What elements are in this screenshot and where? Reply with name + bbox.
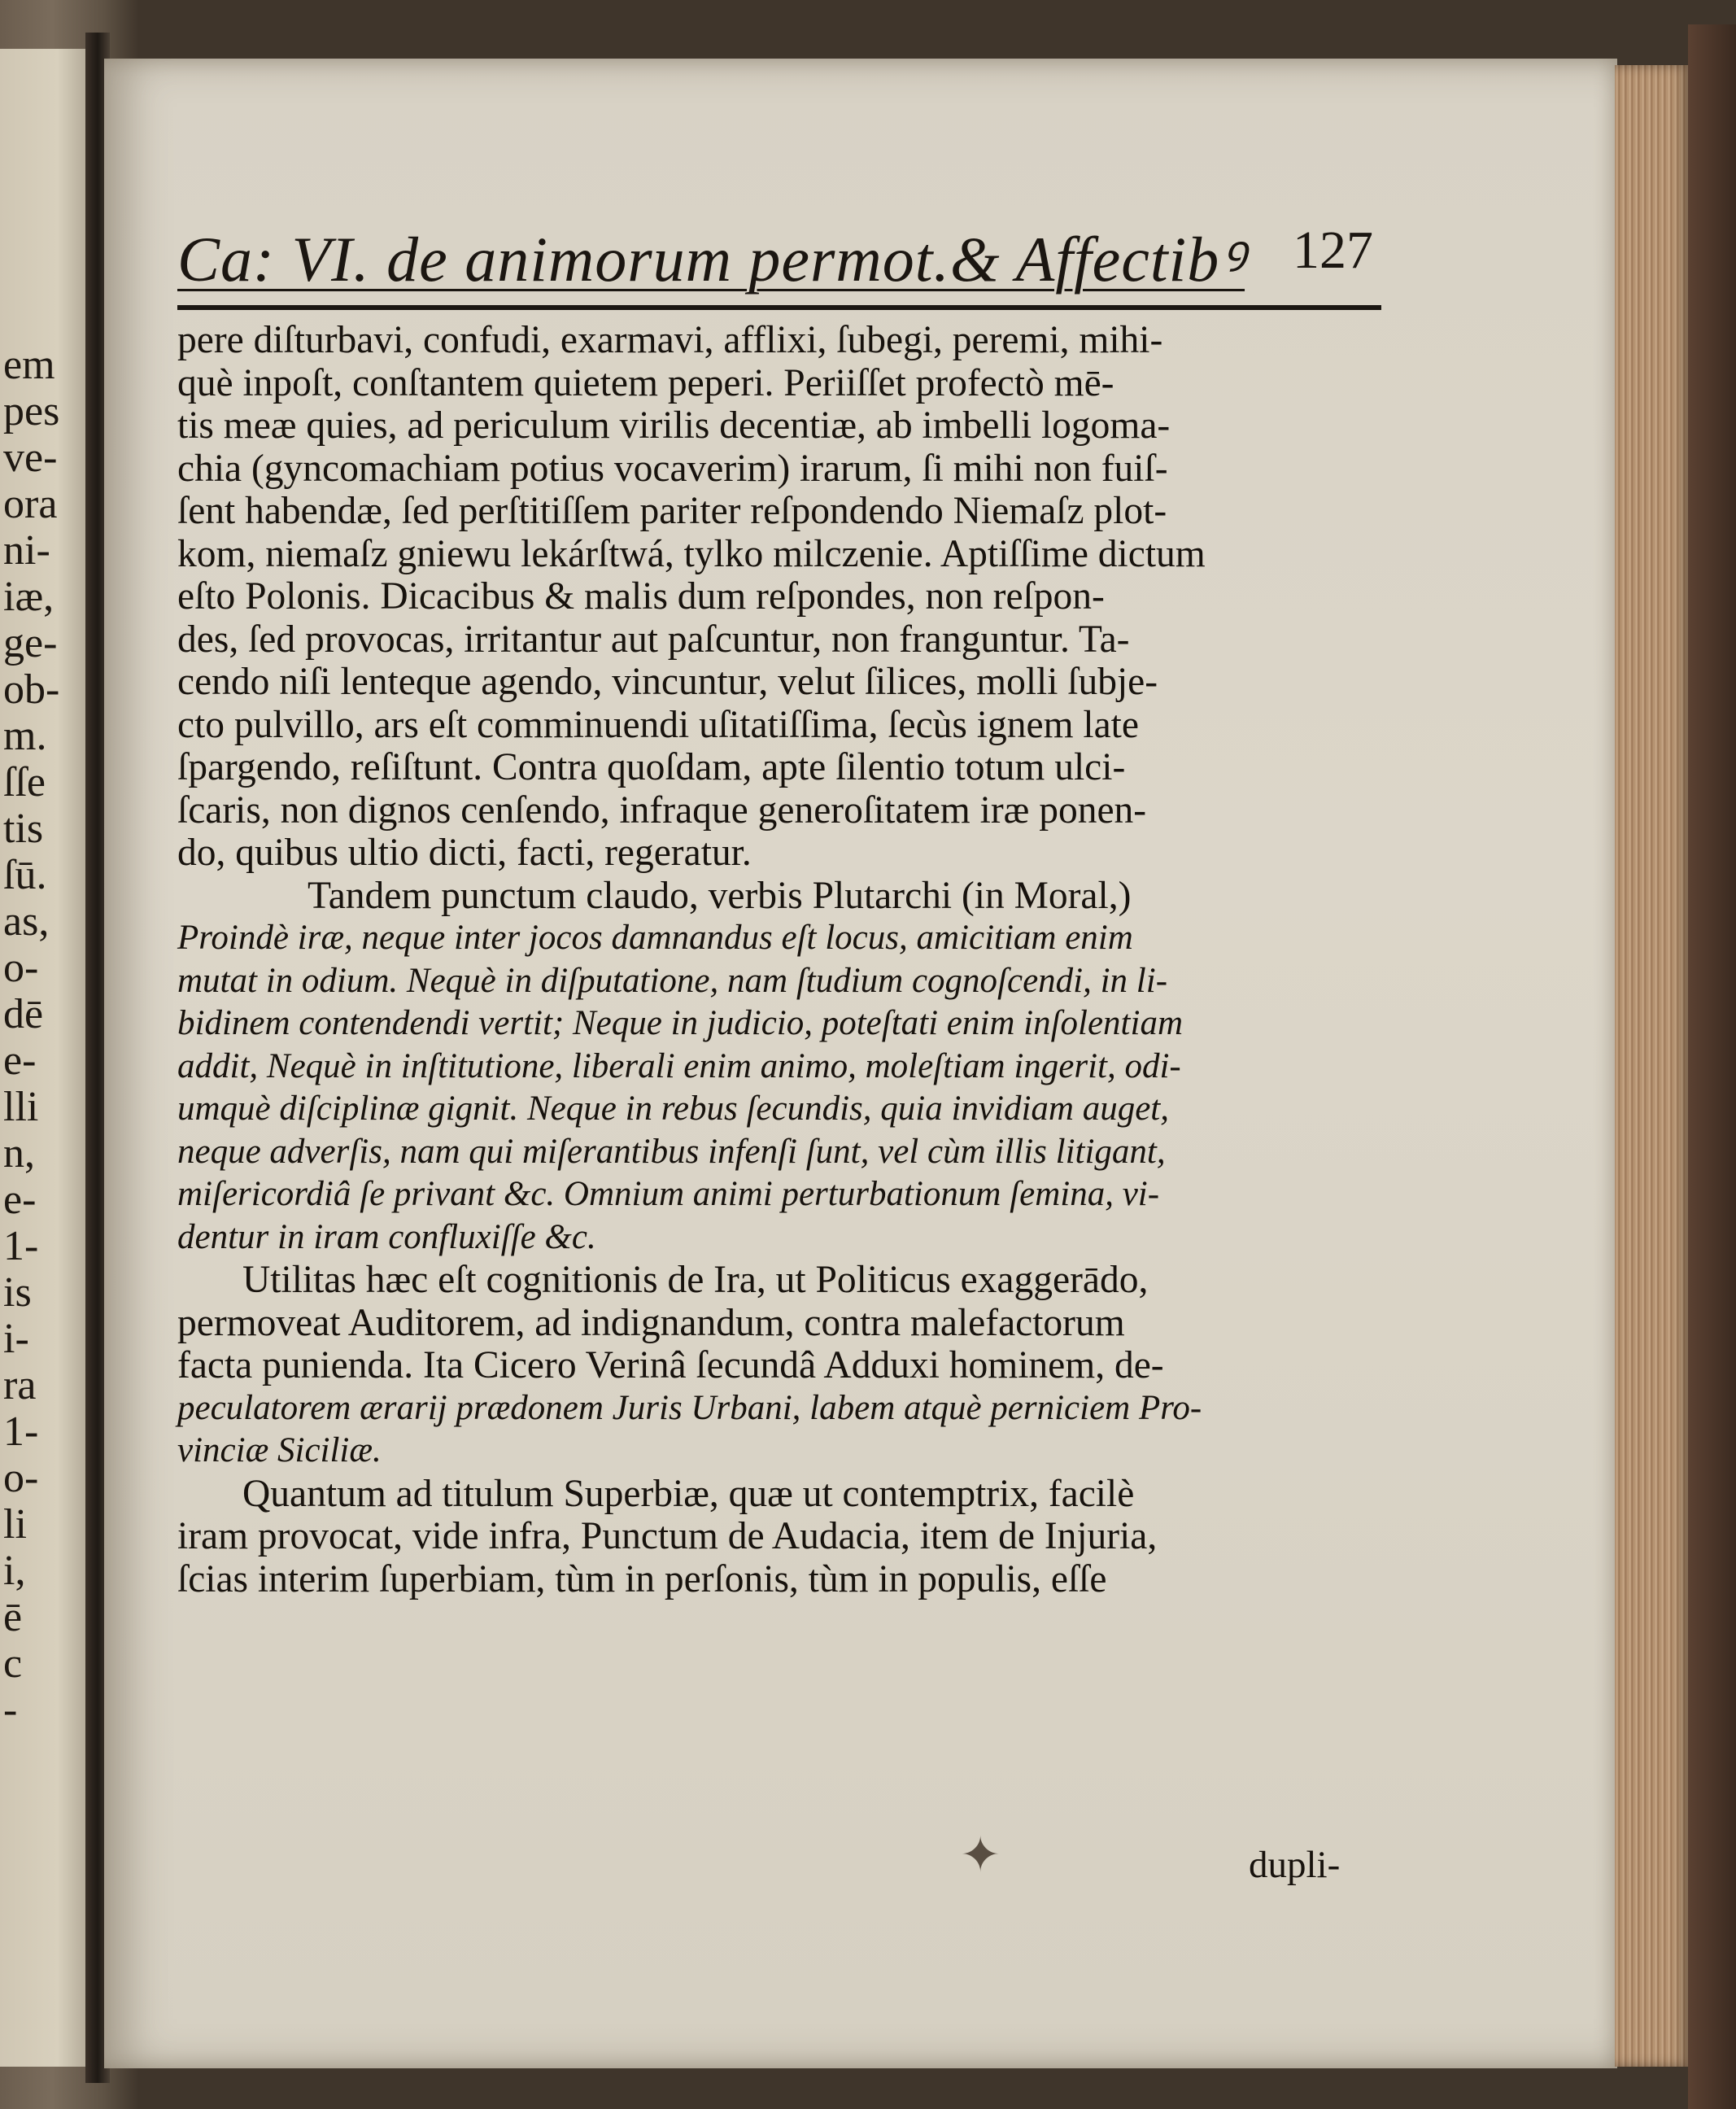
text-line: tis meæ quies, ad periculum virilis decentiæ, ab imbelli logoma- xyxy=(177,404,1171,447)
left-fragment-line: - xyxy=(3,1687,18,1733)
text-line: ſpargendo, reſiſtunt. Contra quoſdam, apte ſilentio totum ulci- xyxy=(177,746,1126,788)
page-block-edge xyxy=(1615,65,1692,2067)
left-fragment-line: ora xyxy=(3,481,58,527)
text-line: umquè diſciplinæ gignit. Neque in rebus ſecundis, quia invidiam auget, xyxy=(177,1089,1169,1128)
text-line: vinciæ Siciliæ. xyxy=(177,1431,382,1469)
text-line: ſcias interim ſuperbiam, tùm in perſonis, tùm in populis, eſſe xyxy=(177,1557,1107,1600)
text-line: Quantum ad titulum Superbiæ, quæ ut contemptrix, facilè xyxy=(242,1472,1135,1515)
left-fragment-line: i, xyxy=(3,1548,26,1594)
left-fragment-line: n, xyxy=(3,1130,35,1177)
text-line: mutat in odium. Nequè in diſputatione, nam ſtudium cognoſcendi, in li- xyxy=(177,961,1168,1000)
left-fragment-line: li xyxy=(3,1501,27,1548)
left-fragment-line: m. xyxy=(3,713,47,759)
text-line: dentur in iram confluxiſſe &c. xyxy=(177,1217,596,1256)
header-rule xyxy=(177,305,1381,310)
left-fragment-line: o- xyxy=(3,945,39,991)
text-line: peculatorem ærarij prædonem Juris Urbani, labem atquè perniciem Pro- xyxy=(177,1388,1202,1427)
text-line: miſericordiâ ſe privant &c. Omnium animi perturbationum ſemina, vi- xyxy=(177,1175,1160,1213)
text-line: bidinem contendendi vertit; Neque in judicio, poteſtati enim inſolentiam xyxy=(177,1004,1183,1042)
page-number: 127 xyxy=(1293,221,1373,280)
text-line: permoveat Auditorem, ad indignandum, contra malefactorum xyxy=(177,1301,1125,1344)
left-fragment-line: 1- xyxy=(3,1223,39,1269)
text-line: kom, niemaſz gniewu lekárſtwá, tylko milczenie. Aptiſſime dictum xyxy=(177,532,1206,575)
text-line: do, quibus ultio dicti, facti, regeratur. xyxy=(177,832,752,874)
left-fragment-line: ē xyxy=(3,1594,23,1640)
left-fragment-line: 1- xyxy=(3,1408,39,1455)
book-cover-edge xyxy=(1688,24,1736,2109)
left-fragment-line: ge- xyxy=(3,620,58,666)
text-line: neque adverſis, nam qui miſerantibus infenſi ſunt, vel cùm illis litigant, xyxy=(177,1132,1166,1171)
left-page-edge xyxy=(0,49,96,2067)
text-line: Tandem punctum claudo, verbis Plutarchi (in Moral,) xyxy=(308,874,1132,917)
text-line: eſto Polonis. Dicacibus & malis dum reſpondes, non reſpon- xyxy=(177,575,1105,618)
left-fragment-line: as, xyxy=(3,898,50,945)
left-fragment-line: is xyxy=(3,1269,32,1316)
text-line: Utilitas hæc eſt cognitionis de Ira, ut Politicus exaggerādo, xyxy=(242,1259,1149,1301)
text-line: ſent habendæ, ſed perſtitiſſem pariter reſpondendo Niemaſz plot- xyxy=(177,490,1167,532)
page-header xyxy=(177,213,1373,303)
left-fragment-line: ra xyxy=(3,1362,37,1408)
left-fragment-line: e- xyxy=(3,1177,37,1223)
body-text xyxy=(177,319,1398,1600)
text-line: iram provocat, vide infra, Punctum de Audacia, item de Injuria, xyxy=(177,1515,1158,1557)
left-fragment-line: i- xyxy=(3,1316,29,1362)
catchword: dupli- xyxy=(1249,1844,1341,1886)
left-fragment-line: o- xyxy=(3,1455,39,1501)
text-line: què inpoſt, conſtantem quietem peperi. Periiſſet profectò mē- xyxy=(177,361,1114,404)
text-line: chia (gyncomachiam potius vocaverim) irarum, ſi mihi non fuiſ- xyxy=(177,447,1168,490)
left-fragment-line: em xyxy=(3,342,55,388)
text-line: ſcaris, non dignos cenſendo, infraque generoſitatem iræ ponen- xyxy=(177,788,1147,832)
running-head: Ca: VI. de animorum permot.& Affectibꝰ xyxy=(177,224,1245,295)
left-fragment-line: iæ, xyxy=(3,574,55,620)
left-page-fragments xyxy=(3,342,59,1733)
left-fragment-line: c xyxy=(3,1640,23,1687)
left-fragment-line: lli xyxy=(3,1084,39,1130)
left-fragment-line: ob- xyxy=(3,666,60,713)
text-line: addit, Nequè in inſtitutione, liberali enim animo, moleſtiam ingerit, odi- xyxy=(177,1046,1181,1085)
ink-blot-mark: ✦ xyxy=(960,1828,1001,1882)
left-fragment-line: ni- xyxy=(3,527,50,574)
left-fragment-line: ſſe xyxy=(3,759,46,806)
text-line: cto pulvillo, ars eſt comminuendi uſitatiſſima, ſecùs ignem late xyxy=(177,703,1139,746)
text-line: des, ſed provocas, irritantur aut paſcuntur, non franguntur. Ta- xyxy=(177,618,1130,661)
left-fragment-line: ve- xyxy=(3,434,58,481)
text-line: pere diſturbavi, confudi, exarmavi, afflixi, ſubegi, peremi, mihi- xyxy=(177,319,1163,361)
left-fragment-line: e- xyxy=(3,1037,37,1084)
left-fragment-line: pes xyxy=(3,388,60,434)
text-line: Proindè iræ, neque inter jocos damnandus eſt locus, amicitiam enim xyxy=(177,919,1133,957)
left-fragment-line: tis xyxy=(3,806,44,852)
left-fragment-line: dē xyxy=(3,991,44,1037)
text-line: cendo niſi lenteque agendo, vincuntur, velut ſilices, molli ſubje- xyxy=(177,661,1158,703)
left-fragment-line: ſū. xyxy=(3,852,47,898)
text-line: facta punienda. Ita Cicero Verinâ ſecundâ Adduxi hominem, de- xyxy=(177,1344,1164,1386)
